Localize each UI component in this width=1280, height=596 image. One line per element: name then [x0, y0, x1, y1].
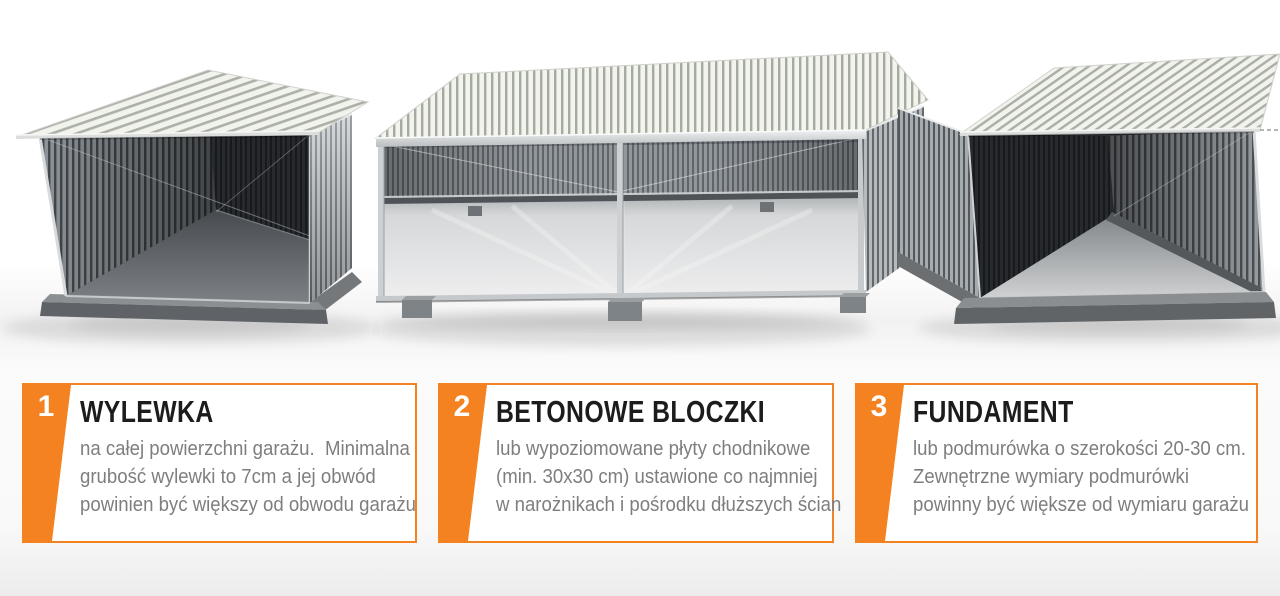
card-text-line: na całej powierzchni garażu. Minimalna: [80, 438, 410, 460]
card-number-badge: 1: [37, 390, 55, 423]
card-text-line: lub wypoziomowane płyty chodnikowe: [496, 438, 811, 460]
card-content: [913, 394, 1252, 519]
info-card-betonowe-bloczki: [438, 383, 842, 543]
card-number-badge: 2: [453, 390, 471, 423]
card-text-line: grubość wylewki to 7cm a jej obwód: [80, 466, 376, 488]
info-card-fundament: [855, 383, 1258, 543]
card-text-line: powinien być większy od obwodu garażu: [80, 494, 417, 516]
card-title: WYLEWKA: [80, 394, 214, 429]
card-content: [496, 394, 842, 519]
card-text-line: (min. 30x30 cm) ustawione co najmniej: [496, 466, 818, 488]
card-title: BETONOWE BLOCZKI: [496, 394, 766, 429]
card-body: [80, 435, 417, 519]
card-text-line: powinny być większe od wymiaru garażu: [913, 494, 1249, 516]
card-number-badge: 3: [870, 390, 888, 423]
card-text-line: Zewnętrzne wymiary podmurówki: [913, 466, 1189, 488]
info-card-wylewka: [22, 383, 417, 543]
card-body: [913, 435, 1252, 519]
card-title: FUNDAMENT: [913, 394, 1074, 429]
card-text-line: w narożnikach i pośrodku dłuższych ścian: [496, 494, 842, 516]
card-content: [80, 394, 417, 519]
card-body: [496, 435, 842, 519]
card-text-line: lub podmurówka o szerokości 20-30 cm.: [913, 438, 1246, 460]
